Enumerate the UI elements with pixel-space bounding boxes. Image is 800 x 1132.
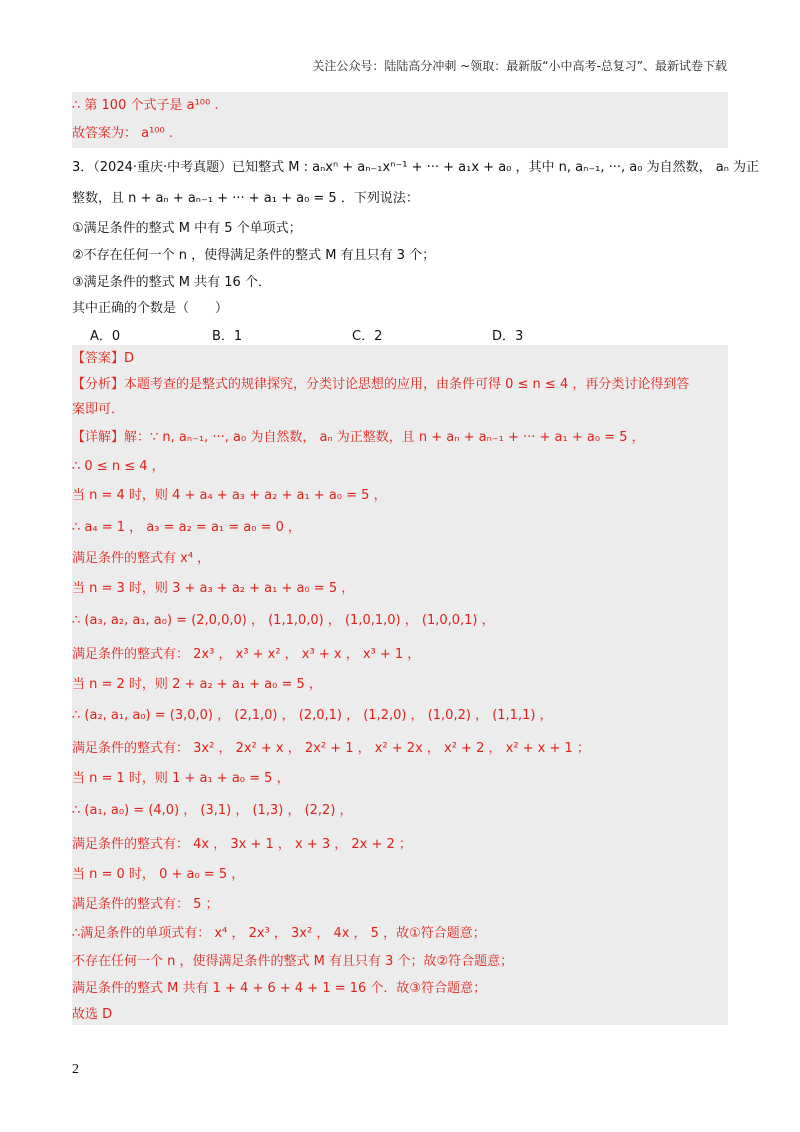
solution-line: 满足条件的整式 M 共有 1 + 4 + 6 + 4 + 1 = 16 个．故③符合题意； [72, 981, 487, 996]
solution-line: 当 n = 4 时，则 4 + a₄ + a₃ + a₂ + a₁ + a₀ = 5 ， [72, 488, 387, 503]
solution-line: ∴ (a₂, a₁, a₀) = (3,0,0) ， (2,1,0) ， (2,0,1) ， (1,2,0) ， (1,0,2) ， (1,1,1) ， [72, 708, 553, 723]
solution-line: 满足条件的整式有： 3x² ， 2x² + x ， 2x² + 1 ， x² + 2x ， x² + 2 ， x² + x + 1 ； [72, 741, 590, 756]
solution-line: 当 n = 2 时，则 2 + a₂ + a₁ + a₀ = 5 ， [72, 677, 322, 692]
choice-b: B．1 [212, 329, 243, 344]
solution-line: 当 n = 1 时，则 1 + a₁ + a₀ = 5 ， [72, 771, 290, 786]
solution-line: 【分析】本题考查的是整式的规律探究，分类讨论思想的应用，由条件可得 0 ≤ n ≤ 4 ，再分类讨论得到答 [72, 377, 690, 392]
solution-line: 【详解】解：∵ n, aₙ₋₁, ···, a₀ 为自然数， aₙ 为正整数，且 n + aₙ + aₙ₋₁ + ··· + a₁ + a₀ = 5 ， [72, 430, 645, 445]
solution-line: 满足条件的整式有： 5 ； [72, 897, 219, 912]
solution-line: ∴ 0 ≤ n ≤ 4 ， [72, 459, 165, 474]
page-header: 关注公众号：陆陆高分冲刺 ~领取：最新版“小中高考-总复习”、最新试卷下载 [312, 59, 727, 73]
solution-line: 满足条件的整式有 x⁴ ， [72, 551, 211, 566]
solution-line: ∴ (a₃, a₂, a₁, a₀) = (2,0,0,0) ， (1,1,0,0) ， (1,0,1,0) ， (1,0,0,1) ， [72, 613, 495, 628]
statement-3: ③满足条件的整式 M 共有 16 个． [72, 275, 271, 290]
solution-line: ∴满足条件的单项式有： x⁴ ， 2x³ ， 3x² ， 4x ， 5 ，故①符合题意； [72, 926, 486, 941]
solution-line: ∴ a₄ = 1 ， a₃ = a₂ = a₁ = a₀ = 0 ， [72, 520, 302, 535]
solution-line: 满足条件的整式有： 4x ， 3x + 1 ， x + 3 ， 2x + 2 ； [72, 837, 412, 852]
question-ask: 其中正确的个数是（ ） [72, 301, 229, 316]
solution-line: 不存在任何一个 n ，使得满足条件的整式 M 有且只有 3 个；故②符合题意； [72, 954, 514, 969]
choice-d: D．3 [492, 329, 524, 344]
solution-line: 当 n = 3 时，则 3 + a₃ + a₂ + a₁ + a₀ = 5 ， [72, 581, 355, 596]
prev-line-1: ∴ 第 100 个式子是 a¹⁰⁰ . [72, 98, 219, 113]
solution-line: 案即可． [72, 402, 125, 417]
statement-2: ②不存在任何一个 n ，使得满足条件的整式 M 有且只有 3 个； [72, 248, 436, 263]
solution-line: 满足条件的整式有： 2x³ ， x³ + x² ， x³ + x ， x³ + 1 ， [72, 647, 421, 662]
solution-line: 【答案】D [72, 351, 135, 366]
prev-line-2: 故答案为： a¹⁰⁰ . [72, 126, 173, 141]
statement-1: ①满足条件的整式 M 中有 5 个单项式； [72, 221, 302, 236]
solution-line: ∴ (a₁, a₀) = (4,0) ， (3,1) ， (1,3) ， (2,2) ， [72, 803, 353, 818]
choice-a: A．0 [90, 329, 121, 344]
solution-line: 故选 D [72, 1007, 113, 1022]
question-stem-1: 3．（2024·重庆·中考真题）已知整式 M : aₙxⁿ + aₙ₋₁xⁿ⁻¹ + ··· + a₁x + a₀ ，其中 n, aₙ₋₁, ···, a₀ 为自然数， aₙ 为正 [72, 160, 760, 175]
solution-line: 当 n = 0 时， 0 + a₀ = 5 ， [72, 867, 245, 882]
choice-c: C．2 [352, 329, 383, 344]
page-number: 2 [72, 1062, 79, 1077]
question-stem-2: 整数，且 n + aₙ + aₙ₋₁ + ··· + a₁ + a₀ = 5 ．下列说法： [72, 191, 419, 206]
